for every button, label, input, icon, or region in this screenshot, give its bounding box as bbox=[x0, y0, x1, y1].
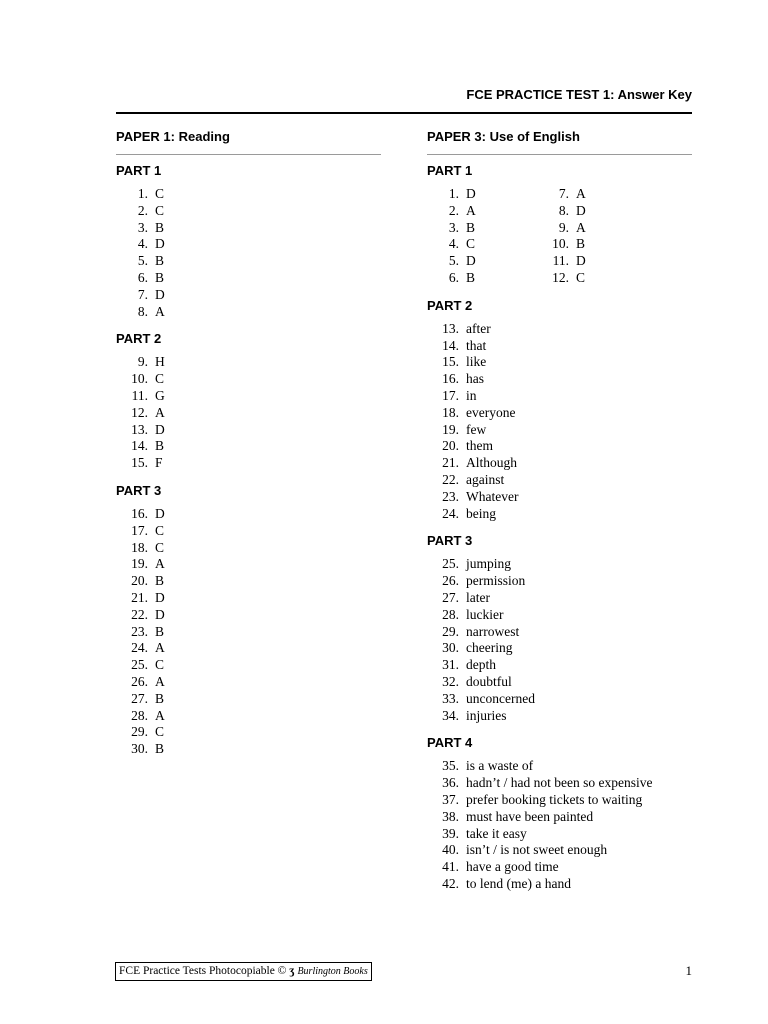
answer-row bbox=[116, 607, 381, 624]
answer-row bbox=[427, 792, 692, 809]
answer-value: them bbox=[466, 438, 493, 454]
answer-row bbox=[427, 826, 692, 843]
answer-value: after bbox=[466, 320, 491, 336]
question-number: 27. bbox=[131, 690, 148, 706]
answer-row bbox=[116, 573, 381, 590]
answer-row bbox=[537, 220, 647, 237]
paper3-column bbox=[427, 128, 692, 893]
question-number: 41. bbox=[442, 859, 459, 875]
answer-value: have a good time bbox=[466, 859, 559, 875]
answer-value: being bbox=[466, 505, 496, 521]
question-number: 10. bbox=[552, 236, 569, 252]
answer-row bbox=[427, 270, 537, 287]
answer-row bbox=[116, 203, 381, 220]
question-number: 9. bbox=[137, 354, 148, 370]
question-number: 34. bbox=[442, 707, 459, 723]
question-number: 23. bbox=[442, 488, 459, 504]
question-number: 19. bbox=[131, 556, 148, 572]
answer-value: C bbox=[155, 522, 165, 538]
paper1-part-heading: PART 1 bbox=[116, 163, 162, 178]
answer-value: take it easy bbox=[466, 825, 527, 841]
question-number: 12. bbox=[552, 269, 569, 285]
question-number: 10. bbox=[131, 371, 148, 387]
answer-row bbox=[427, 640, 692, 657]
answer-row bbox=[116, 287, 381, 304]
answer-row bbox=[116, 304, 381, 321]
answer-value: C bbox=[576, 269, 586, 285]
answer-value: A bbox=[155, 707, 165, 723]
question-number: 22. bbox=[131, 606, 148, 622]
paper3-part-heading: PART 4 bbox=[427, 735, 473, 751]
paper1-column bbox=[116, 128, 381, 758]
answer-row bbox=[116, 523, 381, 540]
answer-value: has bbox=[466, 371, 484, 387]
publisher-name: Burlington Books bbox=[297, 966, 368, 977]
answer-value: A bbox=[576, 219, 586, 235]
answer-value: C bbox=[155, 724, 165, 740]
paper1-parts bbox=[116, 162, 381, 758]
answer-value: to lend (me) a hand bbox=[466, 875, 571, 891]
answer-row bbox=[116, 590, 381, 607]
question-number: 16. bbox=[131, 505, 148, 521]
question-number: 21. bbox=[442, 455, 459, 471]
answer-row bbox=[116, 540, 381, 557]
answer-row bbox=[116, 640, 381, 657]
answer-value: B bbox=[466, 269, 476, 285]
page-number: 1 bbox=[685, 963, 692, 978]
question-number: 38. bbox=[442, 808, 459, 824]
paper3-heading: PAPER 3: Use of English bbox=[427, 129, 580, 144]
paper1-part-heading: PART 3 bbox=[116, 482, 162, 498]
paper3-part1-col-a bbox=[427, 186, 537, 287]
answer-row bbox=[427, 691, 692, 708]
answer-value: B bbox=[155, 269, 165, 285]
question-number: 39. bbox=[442, 825, 459, 841]
answer-row bbox=[427, 708, 692, 725]
answer-row bbox=[116, 506, 381, 523]
paper1-answer-list bbox=[116, 506, 381, 758]
answer-value: later bbox=[466, 589, 490, 605]
answer-value: D bbox=[576, 253, 586, 269]
answer-value: A bbox=[155, 303, 165, 319]
question-number: 20. bbox=[442, 438, 459, 454]
paper1-answer-list bbox=[116, 354, 381, 472]
question-number: 28. bbox=[442, 606, 459, 622]
paper1-part-heading: PART 2 bbox=[116, 331, 162, 347]
answer-value: C bbox=[155, 202, 165, 218]
answer-row bbox=[116, 455, 381, 472]
answer-row bbox=[427, 388, 692, 405]
answer-value: B bbox=[576, 236, 586, 252]
answer-value: like bbox=[466, 354, 487, 370]
question-number: 14. bbox=[442, 337, 459, 353]
question-number: 24. bbox=[442, 505, 459, 521]
question-number: 26. bbox=[131, 673, 148, 689]
answer-row bbox=[116, 624, 381, 641]
question-number: 24. bbox=[131, 640, 148, 656]
question-number: 36. bbox=[442, 775, 459, 791]
answer-row bbox=[427, 809, 692, 826]
question-number: 21. bbox=[131, 589, 148, 605]
answer-value: hadn’t / had not been so expensive bbox=[466, 775, 653, 791]
answer-value: that bbox=[466, 337, 487, 353]
answer-row bbox=[427, 405, 692, 422]
question-number: 5. bbox=[448, 253, 459, 269]
answer-value: B bbox=[155, 253, 165, 269]
footer-copyright bbox=[115, 962, 372, 981]
answer-value: D bbox=[155, 606, 165, 622]
question-number: 3. bbox=[137, 219, 148, 235]
question-number: 26. bbox=[442, 573, 459, 589]
answer-value: C bbox=[155, 371, 165, 387]
answer-row bbox=[116, 371, 381, 388]
answer-row bbox=[537, 203, 647, 220]
question-number: 35. bbox=[442, 758, 459, 774]
answer-value: D bbox=[466, 186, 476, 201]
question-number: 15. bbox=[442, 354, 459, 370]
paper3-part1-grid bbox=[427, 186, 692, 287]
answer-row bbox=[537, 270, 647, 287]
answer-row bbox=[427, 455, 692, 472]
paper3-part1-col-b bbox=[537, 186, 647, 287]
question-number: 23. bbox=[131, 623, 148, 639]
paper3-rule bbox=[427, 154, 692, 155]
answer-value: few bbox=[466, 421, 487, 437]
question-number: 30. bbox=[131, 741, 148, 757]
paper3-answer-list bbox=[427, 758, 692, 892]
answer-value: D bbox=[155, 286, 165, 302]
answer-value: injuries bbox=[466, 707, 507, 723]
answer-value: cheering bbox=[466, 640, 513, 656]
copyright-text: FCE Practice Tests Photocopiable © bbox=[119, 965, 287, 977]
question-number: 1. bbox=[448, 186, 459, 201]
question-number: 33. bbox=[442, 690, 459, 706]
answer-row bbox=[427, 371, 692, 388]
answer-row bbox=[427, 556, 692, 573]
question-number: 6. bbox=[137, 269, 148, 285]
answer-row bbox=[116, 691, 381, 708]
paper1-answer-list bbox=[116, 186, 381, 320]
answer-value: Although bbox=[466, 455, 518, 471]
answer-row bbox=[427, 624, 692, 641]
publisher-logo-icon: ʒ bbox=[289, 965, 295, 977]
answer-row bbox=[427, 506, 692, 523]
answer-row bbox=[116, 186, 381, 203]
answer-value: D bbox=[155, 421, 165, 437]
answer-value: must have been painted bbox=[466, 808, 594, 824]
answer-value: B bbox=[155, 573, 165, 589]
answer-value: C bbox=[155, 186, 165, 201]
answer-row bbox=[427, 220, 537, 237]
answer-value: D bbox=[466, 253, 476, 269]
answer-row bbox=[116, 354, 381, 371]
answer-value: B bbox=[466, 219, 476, 235]
answer-row bbox=[427, 607, 692, 624]
answer-row bbox=[116, 253, 381, 270]
answer-row bbox=[116, 556, 381, 573]
answer-row bbox=[116, 422, 381, 439]
answer-value: D bbox=[155, 589, 165, 605]
answer-row bbox=[116, 708, 381, 725]
question-number: 7. bbox=[558, 186, 569, 201]
question-number: 7. bbox=[137, 286, 148, 302]
answer-row bbox=[116, 741, 381, 758]
question-number: 17. bbox=[442, 387, 459, 403]
answer-value: is a waste of bbox=[466, 758, 534, 774]
answer-value: D bbox=[155, 505, 165, 521]
question-number: 18. bbox=[131, 539, 148, 555]
question-number: 29. bbox=[442, 623, 459, 639]
question-number: 20. bbox=[131, 573, 148, 589]
answer-row bbox=[427, 203, 537, 220]
question-number: 18. bbox=[442, 404, 459, 420]
question-number: 30. bbox=[442, 640, 459, 656]
answer-row bbox=[427, 186, 537, 203]
answer-value: A bbox=[576, 186, 586, 201]
answer-value: D bbox=[576, 202, 586, 218]
answer-value: A bbox=[155, 404, 165, 420]
question-number: 12. bbox=[131, 404, 148, 420]
answer-value: against bbox=[466, 471, 505, 487]
answer-row bbox=[427, 354, 692, 371]
answer-value: jumping bbox=[466, 556, 512, 572]
answer-row bbox=[427, 438, 692, 455]
answer-row bbox=[537, 186, 647, 203]
answer-value: B bbox=[155, 690, 165, 706]
question-number: 11. bbox=[552, 253, 569, 269]
answer-row bbox=[427, 422, 692, 439]
answer-row bbox=[427, 489, 692, 506]
question-number: 27. bbox=[442, 589, 459, 605]
paper3-answer-list bbox=[427, 556, 692, 724]
question-number: 25. bbox=[131, 657, 148, 673]
question-number: 16. bbox=[442, 371, 459, 387]
answer-row bbox=[116, 405, 381, 422]
answer-row bbox=[427, 859, 692, 876]
answer-value: C bbox=[466, 236, 476, 252]
paper1-heading: PAPER 1: Reading bbox=[116, 129, 230, 144]
answer-row bbox=[116, 657, 381, 674]
question-number: 11. bbox=[131, 387, 148, 403]
answer-value: C bbox=[155, 539, 165, 555]
question-number: 13. bbox=[442, 320, 459, 336]
answer-value: luckier bbox=[466, 606, 504, 622]
answer-row bbox=[116, 674, 381, 691]
answer-row bbox=[537, 236, 647, 253]
answer-value: in bbox=[466, 387, 477, 403]
answer-value: B bbox=[155, 741, 165, 757]
paper3-part1-heading: PART 1 bbox=[427, 163, 473, 178]
answer-row bbox=[427, 876, 692, 893]
question-number: 4. bbox=[137, 236, 148, 252]
answer-row bbox=[427, 775, 692, 792]
paper3-part-heading: PART 2 bbox=[427, 297, 473, 313]
answer-value: B bbox=[155, 438, 165, 454]
answer-value: B bbox=[155, 623, 165, 639]
answer-value: Whatever bbox=[466, 488, 519, 504]
question-number: 5. bbox=[137, 253, 148, 269]
answer-value: F bbox=[155, 455, 163, 471]
document-title: FCE PRACTICE TEST 1: Answer Key bbox=[466, 87, 692, 102]
question-number: 42. bbox=[442, 875, 459, 891]
answer-row bbox=[116, 388, 381, 405]
paper1-rule bbox=[116, 154, 381, 155]
answer-value: narrowest bbox=[466, 623, 520, 639]
question-number: 25. bbox=[442, 556, 459, 572]
answer-row bbox=[427, 657, 692, 674]
question-number: 3. bbox=[448, 219, 459, 235]
question-number: 40. bbox=[442, 842, 459, 858]
question-number: 2. bbox=[448, 202, 459, 218]
answer-row bbox=[427, 573, 692, 590]
answer-row bbox=[427, 472, 692, 489]
question-number: 14. bbox=[131, 438, 148, 454]
question-number: 4. bbox=[448, 236, 459, 252]
answer-row bbox=[427, 758, 692, 775]
question-number: 8. bbox=[137, 303, 148, 319]
answer-row bbox=[427, 321, 692, 338]
question-number: 8. bbox=[558, 202, 569, 218]
title-rule bbox=[116, 112, 692, 114]
question-number: 9. bbox=[558, 219, 569, 235]
answer-value: isn’t / is not sweet enough bbox=[466, 842, 608, 858]
answer-value: everyone bbox=[466, 404, 516, 420]
answer-value: D bbox=[155, 236, 165, 252]
paper3-parts bbox=[427, 297, 692, 893]
answer-value: doubtful bbox=[466, 673, 512, 689]
question-number: 19. bbox=[442, 421, 459, 437]
answer-row bbox=[116, 270, 381, 287]
question-number: 2. bbox=[137, 202, 148, 218]
question-number: 1. bbox=[137, 186, 148, 201]
answer-value: permission bbox=[466, 573, 526, 589]
answer-value: prefer booking tickets to waiting bbox=[466, 791, 643, 807]
question-number: 13. bbox=[131, 421, 148, 437]
answer-value: depth bbox=[466, 657, 496, 673]
answer-value: B bbox=[155, 219, 165, 235]
question-number: 37. bbox=[442, 791, 459, 807]
question-number: 22. bbox=[442, 471, 459, 487]
answer-row bbox=[427, 253, 537, 270]
question-number: 32. bbox=[442, 673, 459, 689]
answer-value: A bbox=[155, 640, 165, 656]
answer-row bbox=[537, 253, 647, 270]
answer-row bbox=[427, 674, 692, 691]
answer-value: G bbox=[155, 387, 165, 403]
paper3-answer-list bbox=[427, 321, 692, 523]
answer-row bbox=[116, 438, 381, 455]
answer-value: H bbox=[155, 354, 165, 370]
answer-row bbox=[116, 236, 381, 253]
answer-row bbox=[116, 724, 381, 741]
question-number: 29. bbox=[131, 724, 148, 740]
answer-row bbox=[116, 220, 381, 237]
question-number: 17. bbox=[131, 522, 148, 538]
answer-value: unconcerned bbox=[466, 690, 535, 706]
question-number: 31. bbox=[442, 657, 459, 673]
question-number: 28. bbox=[131, 707, 148, 723]
answer-row bbox=[427, 590, 692, 607]
answer-value: C bbox=[155, 657, 165, 673]
answer-row bbox=[427, 338, 692, 355]
question-number: 15. bbox=[131, 455, 148, 471]
question-number: 6. bbox=[448, 269, 459, 285]
answer-value: A bbox=[155, 556, 165, 572]
paper3-part-heading: PART 3 bbox=[427, 533, 473, 549]
answer-value: A bbox=[155, 673, 165, 689]
answer-row bbox=[427, 236, 537, 253]
answer-row bbox=[427, 842, 692, 859]
answer-value: A bbox=[466, 202, 476, 218]
